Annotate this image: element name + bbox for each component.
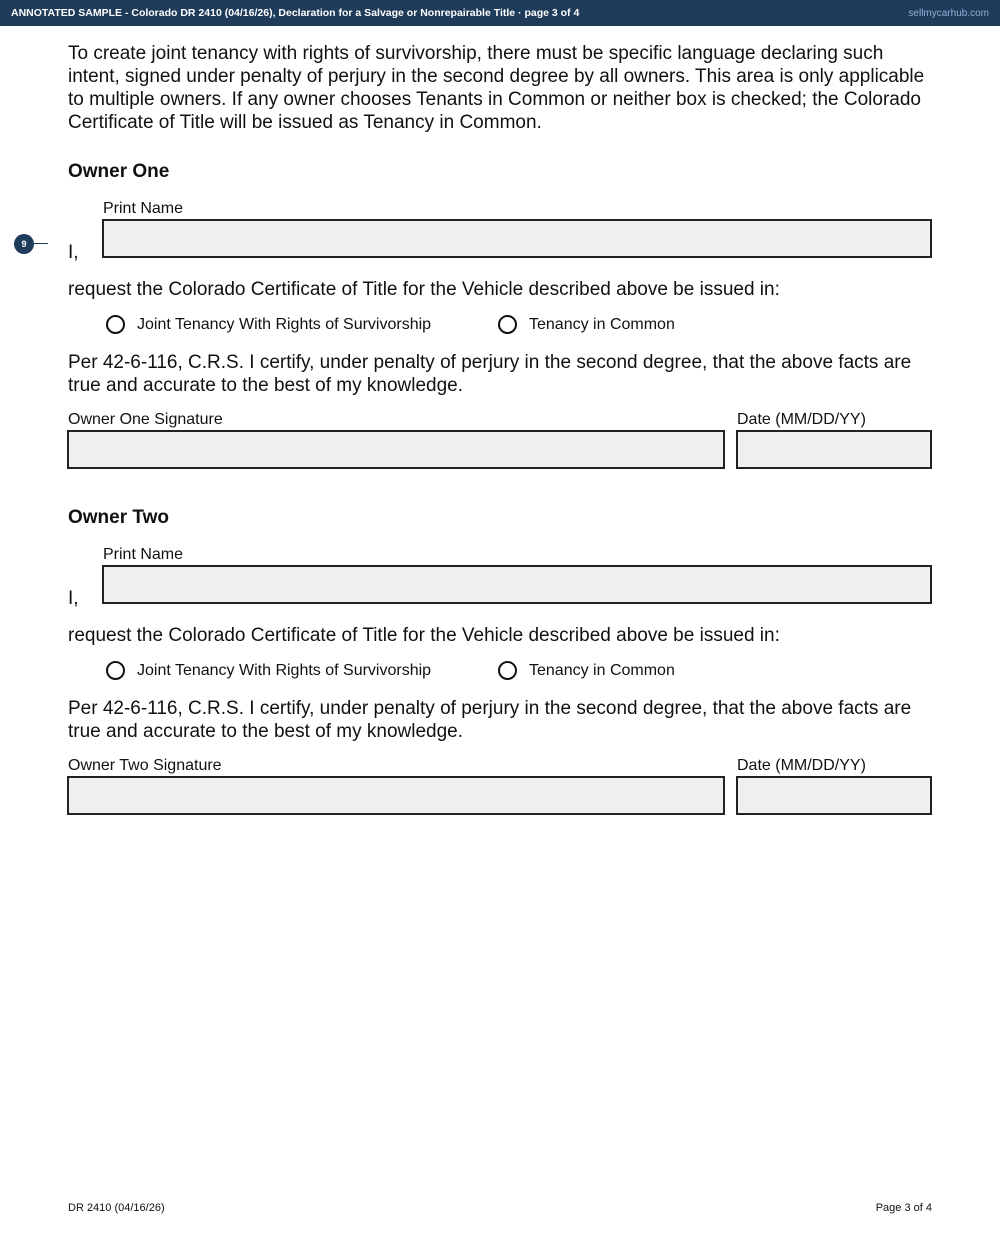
owner-two-tenancy-common-radio[interactable] bbox=[498, 661, 517, 680]
owner-two-date-field[interactable] bbox=[736, 776, 932, 815]
owner-one-joint-tenancy-label: Joint Tenancy With Rights of Survivorship bbox=[137, 316, 432, 333]
owner-one-tenancy-common-radio[interactable] bbox=[498, 315, 517, 334]
annotation-header-bar bbox=[0, 0, 1000, 26]
owner-two-print-name-label: Print Name bbox=[103, 546, 184, 563]
owner-one-signature-field[interactable] bbox=[67, 430, 725, 469]
owner-two-joint-tenancy-label: Joint Tenancy With Rights of Survivorship bbox=[137, 662, 432, 679]
owner-two-joint-tenancy-radio[interactable] bbox=[106, 661, 125, 680]
owner-one-title: Owner One bbox=[68, 161, 170, 182]
header-title: ANNOTATED SAMPLE - Colorado DR 2410 (04/16/26), Declaration for a Salvage or Nonrepairable Title · page 3 of 4 bbox=[11, 7, 580, 19]
owner-one-date-field[interactable] bbox=[736, 430, 932, 469]
owner-one-tenancy-common-label: Tenancy in Common bbox=[529, 316, 675, 333]
footer-form-id: DR 2410 (04/16/26) bbox=[68, 1202, 165, 1214]
owner-two-title: Owner Two bbox=[68, 507, 169, 528]
owner-one-certify-text: Per 42-6-116, C.R.S. I certify, under penalty of perjury in the second degree, that the above facts are true and accurate to the best of my knowledge. bbox=[68, 352, 912, 396]
intro-paragraph: To create joint tenancy with rights of survivorship, there must be specific language declaring such intent, signed under penalty of perjury in the second degree by all owners. This area is only applicable to multiple owners. If any owner chooses Tenants in Common or neither box is checked; the Colorado Certificate of Title will be issued as Tenancy in Common. bbox=[68, 43, 925, 133]
annotation-marker-badge: 9 bbox=[14, 234, 34, 254]
owner-one-date-label: Date (MM/DD/YY) bbox=[737, 411, 866, 428]
owner-one-request-text: request the Colorado Certificate of Title for the Vehicle described above be issued in: bbox=[68, 279, 780, 300]
owner-two-date-label: Date (MM/DD/YY) bbox=[737, 757, 866, 774]
owner-two-tenancy-common-label: Tenancy in Common bbox=[529, 662, 675, 679]
owner-one-i-label: I, bbox=[68, 242, 79, 263]
owner-two-signature-field[interactable] bbox=[67, 776, 725, 815]
owner-two-signature-label: Owner Two Signature bbox=[68, 757, 222, 774]
owner-two-certify-text: Per 42-6-116, C.R.S. I certify, under penalty of perjury in the second degree, that the above facts are true and accurate to the best of my knowledge. bbox=[68, 698, 912, 742]
header-site-link[interactable]: sellmycarhub.com bbox=[908, 7, 989, 19]
owner-one-print-name-field[interactable] bbox=[102, 219, 932, 258]
owner-two-request-text: request the Colorado Certificate of Title for the Vehicle described above be issued in: bbox=[68, 625, 780, 646]
owner-two-i-label: I, bbox=[68, 588, 79, 609]
annotation-marker-line bbox=[33, 243, 48, 244]
owner-one-signature-label: Owner One Signature bbox=[68, 411, 223, 428]
owner-one-print-name-label: Print Name bbox=[103, 200, 184, 217]
owner-one-joint-tenancy-radio[interactable] bbox=[106, 315, 125, 334]
footer-page-number: Page 3 of 4 bbox=[875, 1202, 932, 1214]
owner-two-print-name-field[interactable] bbox=[102, 565, 932, 604]
